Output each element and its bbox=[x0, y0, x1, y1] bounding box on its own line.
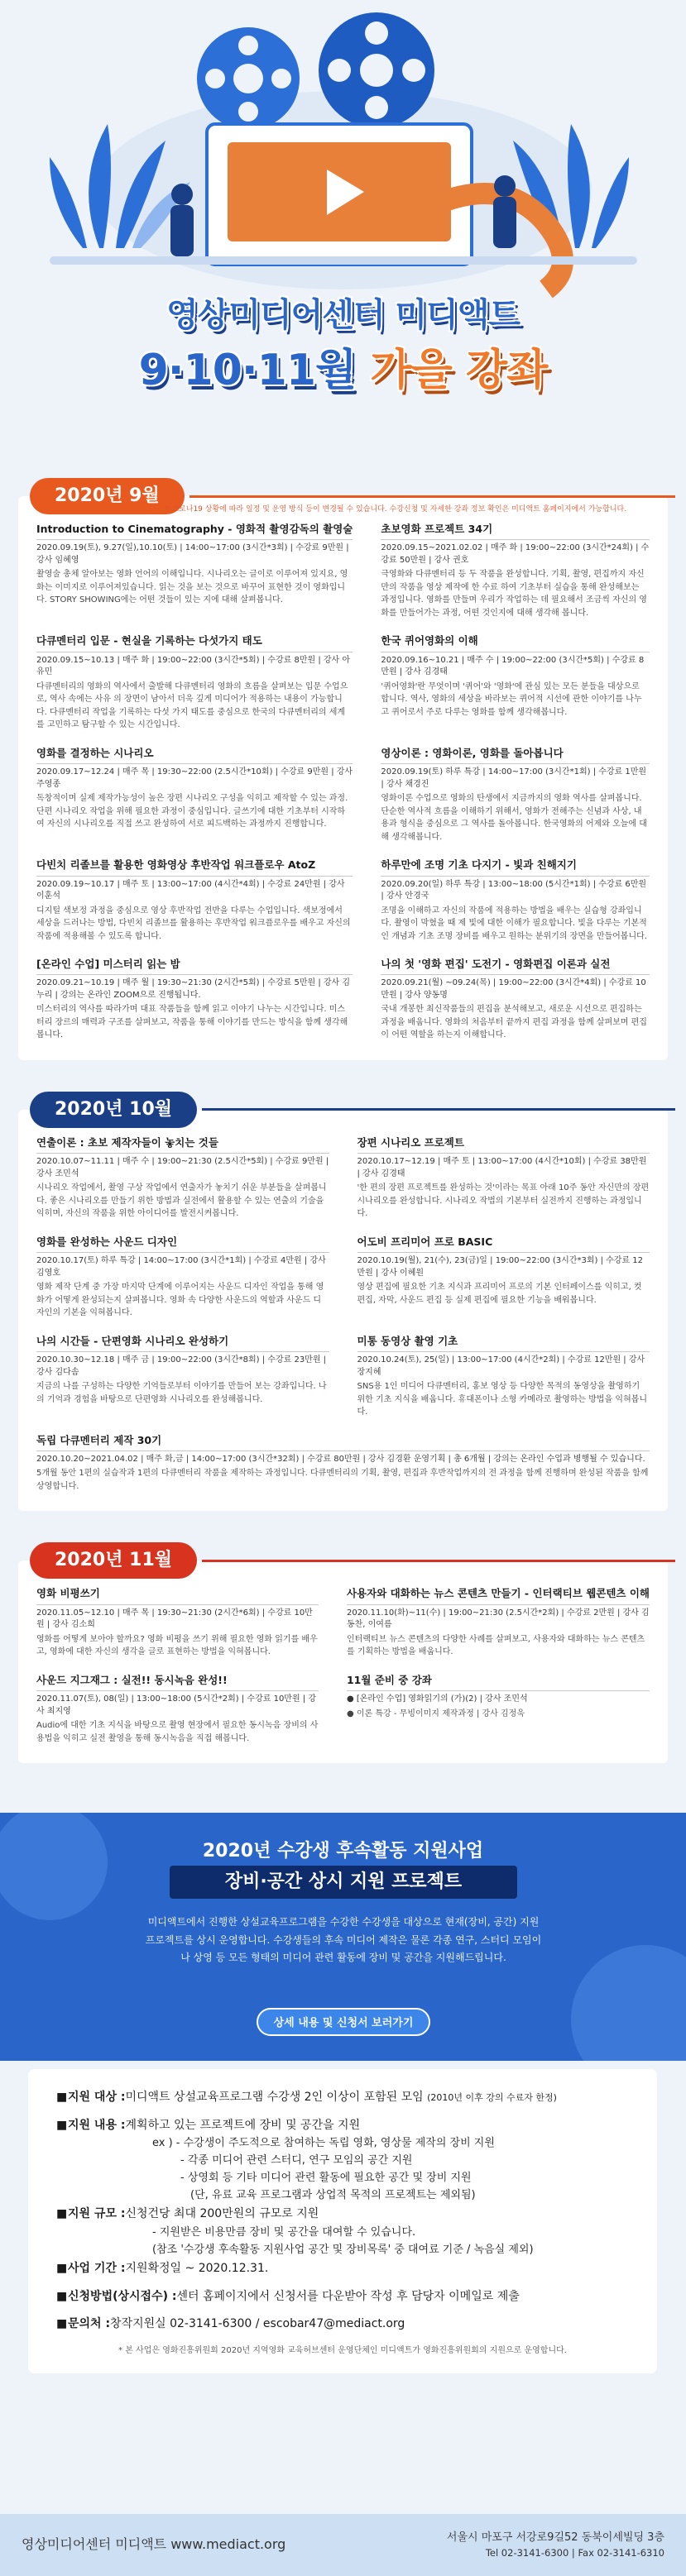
month-label: 2020년 10월 bbox=[30, 1092, 197, 1128]
hero-subtitle-accent: 가을 강좌 bbox=[370, 346, 548, 395]
course-schedule: 2020.10.17~12.19 | 매주 토 | 13:00~17:00 (4시간*10회) | 수강료 38만원 | 강사 김경태 bbox=[357, 1157, 647, 1178]
course-description: 촬영술 총체 알아보는 영화 언어의 이해입니다. 시나리오는 글이로 이루어져 있지요, 영화는 이미지로 이루어져있습니다. 읽는 것을 보는 것으로 바꾸어 표현한 것이 영화입니다. STORY SHOWING에는 어떤 것들이 있는 지에 대해 살펴봅니다. bbox=[36, 570, 348, 605]
course-schedule: 2020.09.15~10.13 | 매주 화 | 19:00~22:00 (3시간*5회) | 수강료 8만원 | 강사 아유민 bbox=[36, 655, 351, 677]
support-subtitle: 장비·공간 상시 지원 프로젝트 bbox=[170, 1866, 517, 1899]
notice-text: * 코로나19 상황에 따라 일정 및 운영 방식 등이 변경될 수 있습니다. 수강신청 및 자세한 강좌 정보 확인은 미디액트 홈페이지에서 가능합니다. bbox=[166, 505, 627, 514]
month-header bbox=[30, 1092, 675, 1128]
info-sub-line: - 지원받은 비용만큼 장비 및 공간을 대여할 수 있습니다. bbox=[152, 2225, 416, 2239]
course-schedule: 2020.11.10(화)~11(수) | 19:00~21:30 (2.5시간*2회) | 수강료 2만원 | 강사 김동찬, 이여름 bbox=[346, 1608, 650, 1630]
course-card[interactable] bbox=[357, 1234, 650, 1320]
month-label: 2020년 9월 bbox=[30, 478, 185, 514]
course-card[interactable] bbox=[381, 857, 650, 943]
course-card[interactable] bbox=[381, 745, 650, 844]
info-sub-line: - 상영회 등 기타 미디어 관련 활동에 필요한 공간 및 장비 지원 bbox=[180, 2171, 472, 2184]
course-schedule: 2020.10.19(월), 21(수), 23(금)일 | 19:00~22:00 (3시간*3회) | 수강료 12만원 | 강사 이혜원 bbox=[357, 1256, 644, 1278]
info-value bbox=[125, 2087, 629, 2108]
course-title: 미통 동영상 촬영 기초 bbox=[357, 1333, 650, 1352]
bullet-icon: ■ bbox=[56, 2207, 68, 2221]
course-schedule: 2020.10.30~12.18 | 매주 금 | 19:00~22:00 (3시간*8회) | 수강료 23만원 | 강사 김다솜 bbox=[36, 1355, 327, 1377]
course-card[interactable] bbox=[36, 1234, 329, 1320]
course-description: 조명을 이해하고 자신의 작품에 적용하는 방법을 배우는 실습형 강좌입니다. 촬영이 막혔을 때 제 빛에 대한 이해가 필요합니다. 빛을 다루는 기본적인 개념과 기초 조명 장비를 배우고 원하는 분위기의 장면을 만들어봅니다. bbox=[381, 906, 647, 941]
contact-info[interactable]: 창작지원실 02-3141-6300 / escobar47@mediact.org bbox=[110, 2317, 405, 2331]
course-title: 나의 첫 '영화 편집' 도전기 - 영화편집 이론과 실전 bbox=[381, 956, 650, 975]
bullet-icon: ■ bbox=[56, 2118, 68, 2132]
course-title: 한국 퀴어영화의 이해 bbox=[381, 633, 650, 652]
info-label: 지원 내용 : bbox=[68, 2118, 126, 2132]
funding-note: * 본 사업은 영화진흥위원회 2020년 지역영화 교육허브센터 운영단체인 미디액트가 영화진흥위원회의 지원으로 운영합니다. bbox=[118, 2345, 567, 2355]
course-description: '퀴어영화'란 무엇이며 '퀴어'와 '영화'에 관심 있는 모든 분들을 대상으로 합니다. 역사, 영화의 세상을 바라보는 퀴어적 시선에 관한 이야기를 나누고 퀴어로서 주로 다루는 영화를 함께 생각해봅니다. bbox=[381, 681, 642, 717]
info-row bbox=[56, 2314, 629, 2335]
course-schedule: 2020.09.15~2021.02.02 | 매주 화 | 19:00~22:00 (3시간*24회) | 수강료 50만원 | 강사 권호 bbox=[381, 543, 650, 565]
course-title: 어도비 프리미어 프로 BASIC bbox=[357, 1234, 650, 1253]
support-intro: 미디액트에서 진행한 상설교육프로그램을 수강한 수강생을 대상으로 현재(장비, 공간) 지원 프로젝트를 상시 운영합니다. 수강생들의 후속 미디어 제작은 물론 각종 연구, 스터디 모임이나 상영 등 모든 형태의 미디어 관련 활동에 장비 및 공간을 지원해드립니다. bbox=[145, 1916, 542, 1964]
info-label: 지원 규모 : bbox=[68, 2207, 126, 2221]
course-title: 영화 비평쓰기 bbox=[36, 1585, 319, 1604]
course-schedule: 2020.11.07(토), 08(일) | 13:00~18:00 (5시간*2회) | 수강료 10만원 | 강사 최지영 bbox=[36, 1694, 317, 1716]
course-grid bbox=[36, 1585, 650, 1745]
course-title: 다큐멘터리 입문 - 현실을 기록하는 다섯가지 태도 bbox=[36, 633, 353, 652]
info-label: 지원 대상 : bbox=[68, 2091, 126, 2105]
course-title: 11월 준비 중 강좌 bbox=[347, 1672, 650, 1691]
bullet-icon: ■ bbox=[56, 2091, 68, 2105]
course-description: 영화 제작 단계 중 가장 마지막 단계에 이루어지는 사운드 디자인 작업을 통해 영화가 어떻게 완성되는지 살펴봅니다. 영화 속 다양한 사운드의 역할과 사운드 디자인의 기본을 익혀봅니다. bbox=[36, 1283, 324, 1318]
course-schedule: 2020.10.20~2021.04.02 | 매주 화,금 | 14:00~17:00 (3시간*32회) | 수강료 80만원 | 강사 김경환 운영기획 | 총 6개월 | 강의는 온라인 수업과 병행될 수 있습니다. bbox=[36, 1454, 645, 1464]
course-description: 국내 개봉한 최신작품들의 편집을 분석해보고, 새로운 시선으로 편집하는 과정을 배웁니다. 영화의 처음부터 끝까지 편집 과정을 함께 살펴보며 편집이 어떤 역할을 하는지 이해합니다. bbox=[381, 1005, 647, 1040]
course-schedule: 2020.09.17~12.24 | 매주 목 | 19:30~22:00 (2.5시간*10회) | 수강료 9만원 | 강사 주영종 bbox=[36, 767, 353, 789]
section-september bbox=[18, 485, 668, 1060]
info-value: 신청건당 최대 200만원의 규모로 지원 bbox=[125, 2207, 319, 2221]
footer-org[interactable]: 영상미디어센터 미디액트 www.mediact.org bbox=[22, 2536, 286, 2553]
info-label: 사업 기간 : bbox=[68, 2262, 126, 2276]
course-description: 지금의 나를 구성하는 다양한 기억들로부터 이야기를 만들어 보는 강좌입니다. 나의 기억과 경험을 바탕으로 단편영화 시나리오를 완성해봅니다. bbox=[36, 1382, 327, 1404]
info-value-text: 미디액트 상설교육프로그램 수강생 2인 이상이 포함된 모임 bbox=[125, 2091, 424, 2105]
info-row bbox=[56, 2115, 629, 2136]
bullet-icon: ■ bbox=[56, 2262, 68, 2276]
info-sub-line: ex ) - 수강생이 주도적으로 참여하는 독립 영화, 영상물 제작의 장비 지원 bbox=[152, 2137, 495, 2150]
course-card[interactable] bbox=[36, 857, 353, 943]
info-value: 센터 홈페이지에서 신청서를 다운받아 작성 후 담당자 이메일로 제출 bbox=[176, 2289, 520, 2303]
hero-subtitle bbox=[0, 337, 686, 404]
course-schedule: 2020.11.05~12.10 | 매주 목 | 19:30~21:30 (2시간*6회) | 수강료 10만원 | 강사 김소희 bbox=[36, 1608, 313, 1630]
info-sub-line: (단, 유료 교육 프로그램과 상업적 목적의 프로젝트는 제외됨) bbox=[190, 2188, 476, 2201]
course-description: 영화이론 수업으로 영화의 탄생에서 지금까지의 영화 역사를 살펴봅니다. 단순한 역사적 흐름을 이해하기 위해서, 영화가 전해주는 신념과 사상, 내용과 형식을 중심으로 그 역사를 돌아봅니다. 한국영화의 어제와 오늘에 대해 생각해봅니다. bbox=[381, 794, 647, 842]
course-card[interactable] bbox=[347, 1585, 650, 1658]
course-card[interactable] bbox=[381, 521, 650, 619]
course-title: 사용자와 대화하는 뉴스 콘텐츠 만들기 - 인터랙티브 웹콘텐츠 이해 bbox=[347, 1585, 650, 1604]
course-description: 디지털 색보정 과정을 중심으로 영상 후반작업 전반을 다루는 수업입니다. 색보정에서 세상을 드러나는 방법, 다빈치 리졸브를 활용하는 후반작업 워크플로우를 배우고 자신의 작품에 적용해볼 수 있도록 합니다. bbox=[36, 906, 351, 941]
course-description: 영화를 어떻게 보아야 할까요? 영화 비평을 쓰기 위해 필요한 영화 읽기를 배우고, 영화에 대한 자신의 생각을 글로 표현하는 방법을 익혀봅니다. bbox=[36, 1634, 318, 1657]
course-title: 연출이론 : 초보 제작자들이 놓치는 것들 bbox=[36, 1135, 329, 1154]
course-card[interactable] bbox=[357, 1333, 650, 1419]
info-value: 지원확정일 ~ 2020.12.31. bbox=[125, 2262, 269, 2276]
info-row bbox=[56, 2087, 629, 2108]
course-description: 시나리오 작업에서, 촬영 구상 작업에서 연출자가 놓치기 쉬운 부분들을 살펴봅니다. 좋은 시나리오를 만들기 위한 방법과 실전에서 활용할 수 있는 연출의 기술을 익히며, 자신의 작품을 위한 아이디어를 발전시켜봅니다. bbox=[36, 1183, 327, 1219]
course-description: SNS용 1인 미디어 다큐멘터리, 홍보 영상 등 다양한 목적의 동영상을 촬영하기 위한 기초 지식을 배웁니다. 휴대폰이나 소형 카메라로 촬영하는 방법을 익혀봅니다. bbox=[357, 1382, 648, 1417]
month-header bbox=[30, 1542, 675, 1579]
course-title: 영상이론 : 영화이론, 영화를 돌아봅니다 bbox=[381, 745, 650, 764]
footer bbox=[0, 2514, 686, 2576]
section-october bbox=[18, 1098, 668, 1512]
info-sub-line: (참조 '수강생 후속활동 지원사업 공간 및 장비목록' 중 대여료 기준 / 녹음실 제외) bbox=[152, 2243, 534, 2256]
course-card[interactable] bbox=[347, 1672, 650, 1745]
course-description: 극영화와 다큐멘터리 등 두 작품을 완성합니다. 기획, 촬영, 편집까지 자신만의 작품을 영상 제작에 한 수료 하여 기초부터 실습을 통해 완성해보는 과정입니다. 영화를 만들며 우리가 작업하는 데 필요해서 조금씩 자신의 영화를 만들어가는 과정, 어떤 것인지에 대해 생각해 봅니다. bbox=[381, 570, 647, 618]
footer-contact bbox=[447, 2530, 664, 2560]
course-schedule: 2020.09.19(토), 9.27(일),10.10(토) | 14:00~17:00 (3시간*3회) | 수강료 9만원 | 강사 임혜영 bbox=[36, 543, 349, 565]
hero-title: 영상미디어센터 미디액트 bbox=[166, 296, 520, 334]
info-label: 문의처 : bbox=[68, 2317, 111, 2331]
course-title: Introduction to Cinematography - 영화적 촬영감독의 촬영술 bbox=[36, 521, 353, 540]
course-title: 나의 시간들 - 단편영화 시나리오 완성하기 bbox=[36, 1333, 329, 1352]
course-title: 장편 시나리오 프로젝트 bbox=[357, 1135, 650, 1154]
course-card[interactable] bbox=[36, 1672, 319, 1745]
info-value: 계획하고 있는 프로젝트에 장비 및 공간을 지원 bbox=[125, 2118, 361, 2132]
course-schedule: 2020.09.21~10.19 | 매주 월 | 19:30~21:30 (2시간*5회) | 수강료 5만원 | 강사 김누리 | 강의는 온라인 ZOOM으로 진행됩니다. bbox=[36, 978, 351, 1000]
course-description: 5개월 동안 1편의 실습작과 1편의 다큐멘터리 작품을 제작하는 과정입니다. 다큐멘터리의 기획, 촬영, 편집과 후반작업까지의 전 과정을 함께 진행하며 완성된 작품을 함께 상영합니다. bbox=[36, 1469, 649, 1491]
support-project bbox=[0, 1813, 686, 2359]
course-description: 다큐멘터리의 영화의 역사에서 출발해 다큐멘터리 영화의 흐름을 살펴보는 입문 수업으로, 역사 속에는 사유 의 장면이 남아서 더욱 깊게 미디어가 적용하는 내용이 가능합니다. 다큐멘터리 작업을 기록하는 다섯 가지 태도를 중심으로 한국의 다큐멘터리의 세계를 고민하고 탐구할 수 있는 시간입니다. bbox=[36, 681, 348, 730]
course-card[interactable] bbox=[357, 1135, 650, 1221]
course-description: 영상 편집에 필요한 기초 지식과 프리미어 프로의 기본 인터페이스를 익히고, 컷 편집, 자막, 사운드 편집 등 실제 편집에 필요한 기능을 배워봅니다. bbox=[357, 1283, 642, 1305]
course-title: 독립 다큐멘터리 제작 30기 bbox=[36, 1432, 650, 1451]
course-title: 다빈치 리졸브를 활용한 영화영상 후반작업 워크플로우 AtoZ bbox=[36, 857, 353, 876]
course-schedule: 2020.09.21(월) ~09.24(목) | 19:00~22:00 (3시간*4회) | 수강료 10만원 | 강사 양동명 bbox=[381, 978, 646, 1000]
course-schedule: 2020.10.07~11.11 | 매주 수 | 19:00~21:30 (2.5시간*5회) | 수강료 9만원 | 강사 조민석 bbox=[36, 1157, 329, 1178]
course-description: 독창적이며 실제 제작가능성이 높은 장편 시나리오 구성을 익히고 제작할 수 있는 과정. 단편 시나리오 작업을 위해 필요한 과정이 중심입니다. 글쓰기에 대한 기초부터 시작하여 자신의 시나리오를 직접 쓰고 완성하여 서로 피드백하는 과정까지 진행합니다. bbox=[36, 794, 348, 829]
month-label: 2020년 11월 bbox=[30, 1542, 197, 1579]
info-label: 신청방법(상시접수) : bbox=[68, 2289, 177, 2303]
course-schedule: ● [온라인 수업] 영화읽기의 (가)(2) | 강사 조민석 bbox=[346, 1694, 528, 1704]
hero-subtitle-months: 9·10·11월 bbox=[138, 346, 371, 395]
course-description: ● 이론 특강 - 무빙이미지 제작과정 | 강사 김정욱 bbox=[346, 1709, 525, 1718]
course-schedule: 2020.09.19~10.17 | 매주 토 | 13:00~17:00 (4시간*4회) | 수강료 24만원 | 강사 이훈석 bbox=[36, 879, 345, 901]
course-card[interactable] bbox=[36, 1333, 329, 1419]
section-november bbox=[18, 1550, 668, 1763]
course-title: 사운드 지그재그 : 실전!! 동시녹음 완성!! bbox=[36, 1672, 319, 1691]
info-sub-line: - 각종 미디어 관련 스터디, 연구 모임의 공간 지원 bbox=[180, 2153, 413, 2167]
course-schedule: 2020.09.20(일) 하루 특강 | 13:00~18:00 (5시간*1회) | 수강료 6만원 | 강사 안경국 bbox=[381, 879, 647, 901]
course-card[interactable] bbox=[36, 1432, 650, 1494]
course-card[interactable] bbox=[36, 1585, 319, 1658]
course-description: 미스터리의 역사를 따라가며 대표 작품들을 함께 읽고 이야기 나누는 시간입니다. 미스터리 장르의 매력과 구조를 살펴보고, 작품을 통해 이야기를 만드는 방식을 함께 생각해봅니다. bbox=[36, 1005, 348, 1040]
course-title: 영화를 결정하는 시나리오 bbox=[36, 745, 353, 764]
footer-address: 서울시 마포구 서강로9길52 동북이세빌딩 3층 bbox=[446, 2531, 664, 2545]
course-description: Audio에 대한 기초 지식을 바탕으로 촬영 현장에서 필요한 동시녹음 장비의 사용법을 익히고 실전 촬영을 통해 동시녹음을 직접 해봅니다. bbox=[36, 1721, 319, 1743]
info-row bbox=[56, 2204, 629, 2225]
course-card[interactable] bbox=[381, 633, 650, 731]
month-divider bbox=[202, 1108, 675, 1111]
course-card[interactable] bbox=[36, 956, 353, 1042]
details-application-button[interactable]: 상세 내용 및 신청서 보러가기 bbox=[257, 2008, 430, 2036]
support-title: 2020년 수강생 후속활동 지원사업 bbox=[202, 1841, 484, 1862]
course-title: [온라인 수업] 미스터리 읽는 밤 bbox=[36, 956, 353, 975]
month-divider bbox=[189, 495, 675, 498]
course-card[interactable] bbox=[36, 633, 353, 731]
course-title: 하루만에 조명 기초 다지기 - 빛과 친해지기 bbox=[381, 857, 650, 876]
course-title: 영화를 완성하는 사운드 디자인 bbox=[36, 1234, 329, 1253]
info-row bbox=[56, 2258, 629, 2279]
hero-banner bbox=[0, 0, 686, 496]
course-schedule: 2020.10.17(토) 하루 특강 | 14:00~17:00 (3시간*1회) | 수강료 4만원 | 강사 김영호 bbox=[36, 1256, 326, 1278]
course-card[interactable] bbox=[381, 956, 650, 1042]
footer-phone: Tel 02-3141-6300 | Fax 02-3141-6310 bbox=[485, 2546, 664, 2559]
month-divider bbox=[202, 1560, 675, 1562]
course-grid bbox=[36, 521, 650, 1042]
course-grid bbox=[36, 1135, 650, 1494]
bullet-icon: ■ bbox=[56, 2289, 68, 2303]
course-title: 초보영화 프로젝트 34기 bbox=[381, 521, 650, 540]
info-row bbox=[56, 2287, 629, 2307]
course-schedule: 2020.09.16~10.21 | 매주 수 | 19:00~22:00 (3시간*5회) | 수강료 8만원 | 강사 김경태 bbox=[381, 655, 645, 677]
course-card[interactable] bbox=[36, 1135, 329, 1221]
course-schedule: 2020.09.19(토) 하루 특강 | 14:00~17:00 (3시간*1회) | 수강료 1만원 | 강사 채경진 bbox=[381, 767, 647, 789]
course-description: '한 편의 장편 프로젝트를 완성하는 것'이라는 목표 아래 10주 동안 자신만의 장편 시나리오를 완성합니다. 시나리오 작법의 기본부터 실전까지 진행하는 과정입니다. bbox=[357, 1183, 650, 1219]
course-description: 인터랙티브 뉴스 콘텐츠의 다양한 사례를 살펴보고, 사용자와 대화하는 뉴스 콘텐츠를 기획하는 방법을 배웁니다. bbox=[346, 1634, 645, 1657]
course-card[interactable] bbox=[36, 745, 353, 844]
info-value-note: (2010년 이후 강의 수료자 한정) bbox=[427, 2092, 557, 2104]
bullet-icon: ■ bbox=[56, 2317, 68, 2331]
course-card[interactable] bbox=[36, 521, 353, 619]
course-schedule: 2020.10.24(토), 25(일) | 13:00~17:00 (4시간*2회) | 수강료 12만원 | 강사 장지혜 bbox=[357, 1355, 645, 1377]
support-info-box bbox=[28, 2069, 657, 2373]
